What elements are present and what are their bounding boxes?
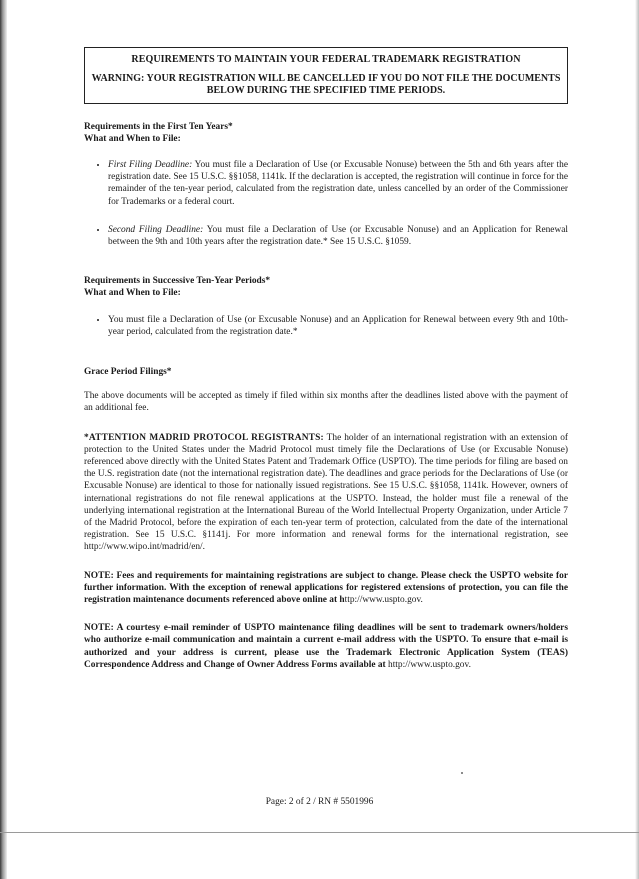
grace-heading: Grace Period Filings* — [84, 366, 172, 377]
first-deadline-label: First Filing Deadline: — [108, 159, 193, 170]
note-fees — [84, 570, 568, 607]
section-first-ten-years — [84, 121, 568, 249]
header-warning: WARNING: YOUR REGISTRATION WILL BE CANCELLED IF YOU DO NOT FILE THE DOCUMENTS BELOW DURING THE SPECIFIED TIME PERIODS. — [91, 72, 561, 96]
section1-heading: Requirements in the First Ten Years* — [84, 121, 233, 132]
section2-heading: Requirements in Successive Ten-Year Periods* — [84, 276, 271, 287]
successive-text: You must file a Declaration of Use (or Excusable Nonuse) and an Application for Renewal between every 9th and 10th-year period, calculated from the registration date.* — [108, 314, 568, 337]
note-email-text: NOTE: A courtesy e-mail reminder of USPTO maintenance filing deadlines will be sent to trademark owners/holders who authorize e-mail communication and maintain a current e-mail address with the USPTO. To ensure that e-mail is authorized and your address is current, please use the Trademark Electronic Application System (TEAS) Correspondence Address and Change of Owner Address Forms available at — [84, 623, 568, 670]
scan-line-bottom — [0, 832, 639, 833]
document-page — [84, 47, 568, 680]
header-title: REQUIREMENTS TO MAINTAIN YOUR FEDERAL TRADEMARK REGISTRATION — [131, 54, 521, 65]
list-item — [108, 314, 568, 338]
note-fees-text: NOTE: Fees and requirements for maintaining registrations are subject to change. Please check the USPTO website for further information. With the exception of renewal applications for registered extensions of protection, you can file the registration maintenance documents referenced above online at h — [84, 570, 568, 605]
section2-list — [84, 314, 568, 338]
uspto-link[interactable]: ttp://www.uspto.gov. — [344, 594, 423, 605]
scan-edge-left — [0, 0, 7, 879]
madrid-label: *ATTENTION MADRID PROTOCOL REGISTRANTS: — [84, 432, 324, 443]
section-successive-periods — [84, 275, 568, 338]
section2-subheading: What and When to File: — [84, 288, 181, 299]
page-footer: Page: 2 of 2 / RN # 5501996 — [265, 797, 374, 807]
madrid-paragraph — [84, 432, 568, 554]
uspto-link-2[interactable]: http://www.uspto.gov. — [385, 659, 471, 670]
scan-edge-right — [635, 0, 639, 879]
scan-speck — [461, 772, 463, 774]
note-email — [84, 622, 568, 671]
second-deadline-label: Second Filing Deadline: — [108, 224, 204, 235]
list-item — [108, 224, 568, 248]
second-deadline-text: You must file a Declaration of Use (or Excusable Nonuse) and an Application for Renewal between the 9th and 10th years after the registration date.* See 15 U.S.C. §1059. — [108, 224, 569, 247]
grace-text: The above documents will be accepted as timely if filed within six months after the deadlines listed above with the payment of an additional fee. — [84, 391, 568, 414]
header-box — [84, 47, 568, 104]
madrid-text: The holder of an international registration with an extension of protection to the United States under the Madrid Protocol must timely file the Declarations of Use (or Excusable Nonuse) referenced above directly with the United States Patent and Trademark Office (USPTO). The time periods for filing are based on the U.S. registration date (not the international registration date). The deadlines and grace periods for the Declarations of Use (or Excusable Nonuse) are identical to those for nationally issued registrations. See 15 U.S.C. §§1058, 1141k. However, owners of international registrations do not file renewal applications at the USPTO. Instead, the holder must file a renewal of the underlying international registration at the International Bureau of the World Intellectual Property Organization, under Article 7 of the Madrid Protocol, before the expiration of each ten-year term of protection, calculated from the date of the international registration. See 15 U.S.C. §1141j. For more information and renewal forms for the international registration, see http://www.wipo.int/madrid/en/. — [84, 432, 569, 553]
section1-list — [84, 159, 568, 248]
list-item — [108, 159, 568, 208]
first-deadline-text: You must file a Declaration of Use (or Excusable Nonuse) between the 5th and 6th years after the registration date. See 15 U.S.C. §§1058, 1141k. If the declaration is accepted, the registration will continue in force for the remainder of the ten-year period, calculated from the registration date, unless cancelled by an order of the Commissioner for Trademarks or a federal court. — [108, 159, 569, 207]
section1-subheading: What and When to File: — [84, 133, 181, 144]
